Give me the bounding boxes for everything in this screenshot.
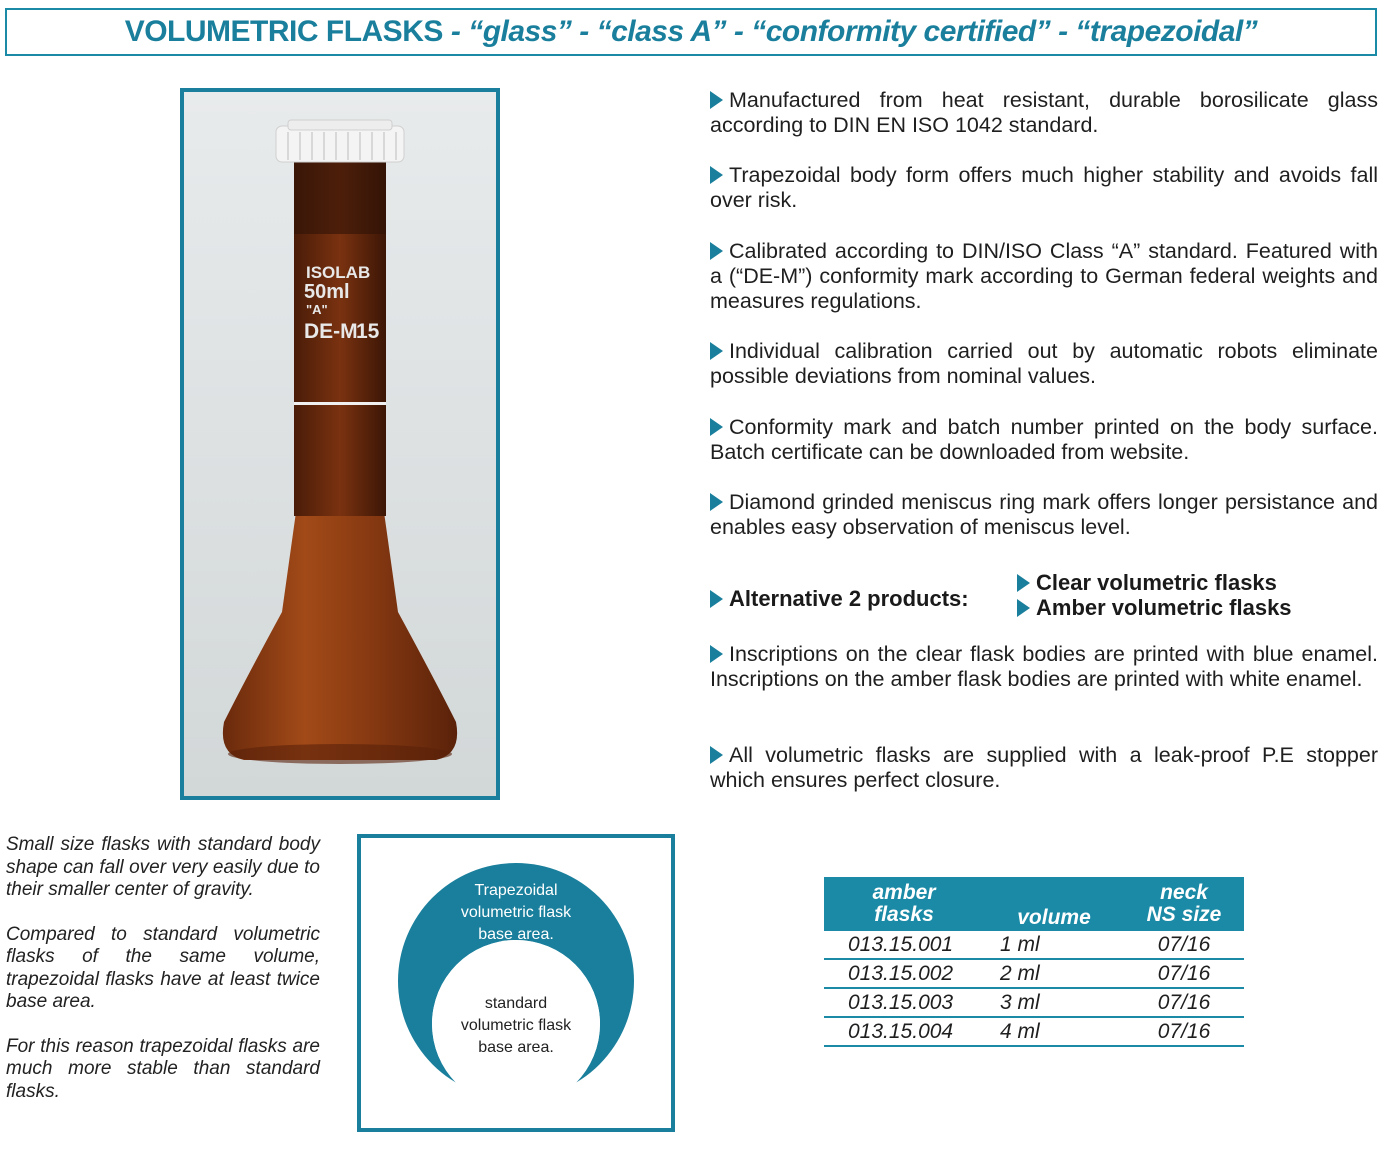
cell-catalog-number: 013.15.001	[824, 931, 984, 959]
inner-label-line: volumetric flask	[460, 1017, 572, 1034]
cell-neck-size: 07/16	[1124, 931, 1244, 959]
cell-catalog-number: 013.15.002	[824, 959, 984, 988]
feature-item: Manufactured from heat resistant, durable borosilicate glass according to DIN EN ISO 1042 standard.	[710, 88, 1378, 137]
chevron-right-icon	[710, 242, 723, 260]
chevron-right-icon	[1017, 599, 1030, 617]
alternative-product-item[interactable]: Amber volumetric flasks	[1017, 595, 1292, 620]
feature-item: Trapezoidal body form offers much higher stability and avoids fall over risk.	[710, 163, 1378, 212]
flask-label-brand: ISOLAB	[306, 263, 371, 282]
feature-item: Diamond grinded meniscus ring mark offers longer persistance and enables easy observation of meniscus level.	[710, 490, 1378, 539]
inner-label-line: standard	[484, 995, 548, 1012]
column-header-amber-flasks: amber flasks	[824, 877, 984, 931]
page-subtitle: - “glass” - “class A” - “conformity certified” - “trapezoidal”	[450, 15, 1258, 48]
chevron-right-icon	[710, 493, 723, 511]
chevron-right-icon	[710, 590, 723, 608]
page-title: VOLUMETRIC FLASKS	[124, 15, 443, 48]
cell-neck-size: 07/16	[1124, 959, 1244, 988]
side-note: Small size flasks with standard body shape can fall over very easily due to their smaller center of gravity.	[6, 834, 320, 900]
column-header-volume: volume	[984, 877, 1124, 931]
alternative-products	[710, 570, 1378, 630]
alternative-products-list	[1017, 570, 1292, 620]
flask-label-conformity: DE-M	[304, 320, 358, 343]
chevron-right-icon	[710, 91, 723, 109]
outer-label-line: Trapezoidal	[474, 882, 558, 899]
column-header-neck-size: neck NS size	[1124, 877, 1244, 931]
feature-item: Calibrated according to DIN/ISO Class “A” standard. Featured with a (“DE-M”) conformity mark according to German federal weights and measures regulations.	[710, 239, 1378, 313]
feature-item: Individual calibration carried out by automatic robots eliminate possible deviations from nominal values.	[710, 339, 1378, 388]
table-row	[824, 931, 1244, 959]
table-row	[824, 988, 1244, 1017]
feature-item: All volumetric flasks are supplied with a leak-proof P.E stopper which ensures perfect closure.	[710, 743, 1378, 792]
table-row	[824, 1017, 1244, 1046]
page-title-box	[5, 8, 1377, 56]
product-photo	[180, 88, 500, 800]
feature-item: Inscriptions on the clear flask bodies are printed with blue enamel. Inscriptions on the amber flask bodies are printed with white enamel.	[710, 642, 1378, 691]
table-row	[824, 959, 1244, 988]
cell-volume: 3 ml	[984, 988, 1124, 1017]
cell-catalog-number: 013.15.003	[824, 988, 984, 1017]
chevron-right-icon	[710, 645, 723, 663]
base-area-diagram	[357, 834, 675, 1132]
flask-label-class: "A"	[306, 302, 328, 317]
cell-catalog-number: 013.15.004	[824, 1017, 984, 1046]
cell-neck-size: 07/16	[1124, 988, 1244, 1017]
chevron-right-icon	[1017, 574, 1030, 592]
inner-label-line: base area.	[478, 1039, 554, 1056]
chevron-right-icon	[710, 418, 723, 436]
alternative-product-item[interactable]: Clear volumetric flasks	[1017, 570, 1292, 595]
side-note: Compared to standard volumetric flasks of the same volume, trapezoidal flasks have at least twice base area.	[6, 923, 320, 1012]
amber-flask-illustration	[184, 92, 496, 796]
cell-volume: 2 ml	[984, 959, 1124, 988]
feature-item: Conformity mark and batch number printed on the body surface. Batch certificate can be downloaded from website.	[710, 415, 1378, 464]
table-header-row	[824, 877, 1244, 931]
flask-label-volume: 50ml	[304, 281, 350, 303]
chevron-right-icon	[710, 342, 723, 360]
flask-label-number: 15	[356, 320, 380, 343]
side-notes	[6, 834, 320, 1125]
outer-label-line: base area.	[478, 926, 554, 943]
alternative-products-label: Alternative 2 products:	[710, 586, 969, 612]
cell-neck-size: 07/16	[1124, 1017, 1244, 1046]
chevron-right-icon	[710, 166, 723, 184]
chevron-right-icon	[710, 746, 723, 764]
cell-volume: 4 ml	[984, 1017, 1124, 1046]
product-table	[824, 877, 1244, 1047]
outer-label-line: volumetric flask	[460, 904, 572, 921]
base-area-circles	[361, 838, 671, 1128]
side-note: For this reason trapezoidal flasks are much more stable than standard flasks.	[6, 1035, 320, 1102]
cell-volume: 1 ml	[984, 931, 1124, 959]
